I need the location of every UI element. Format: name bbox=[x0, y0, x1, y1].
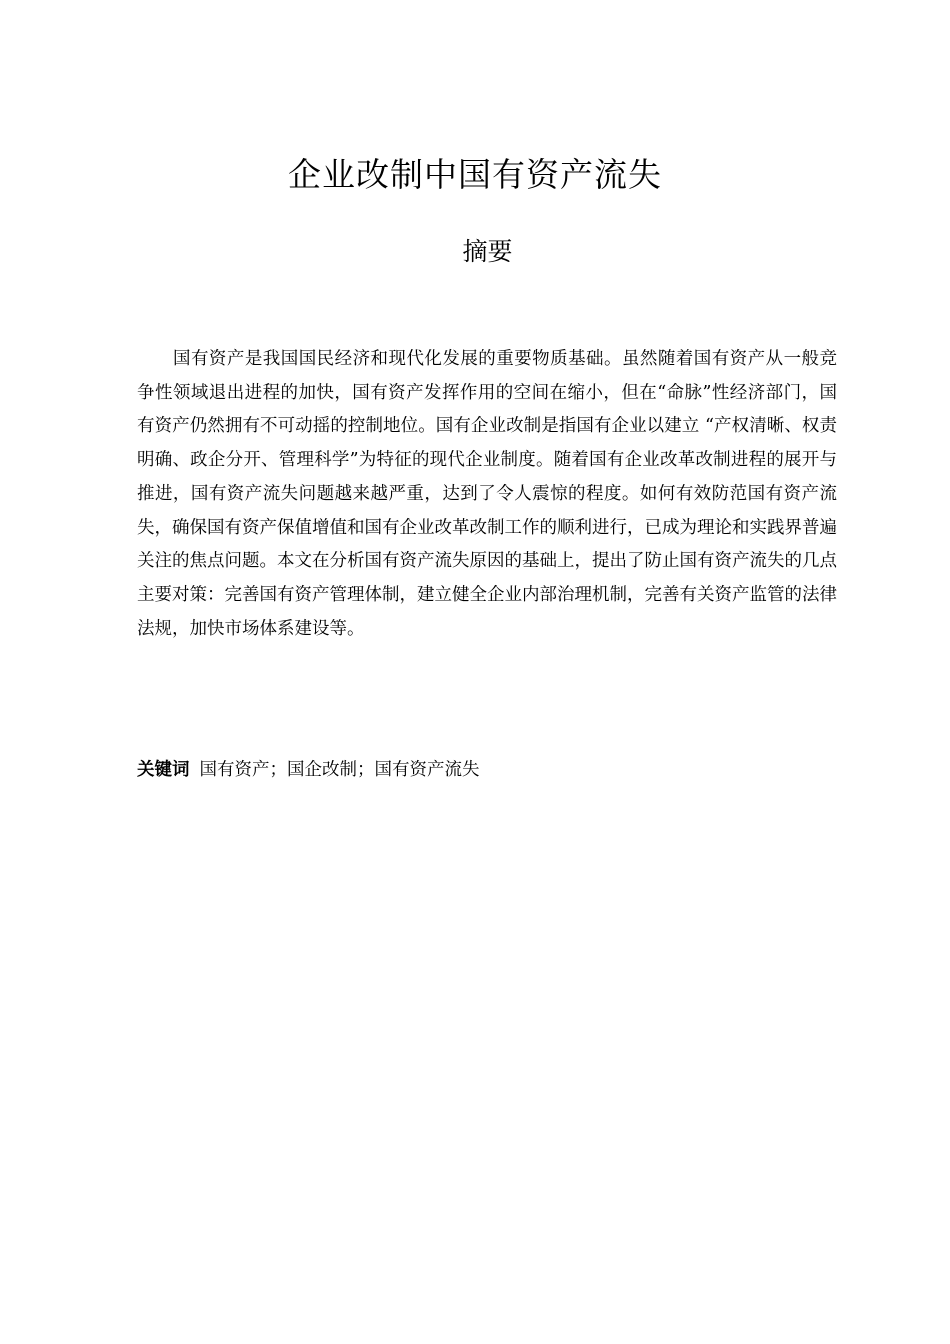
abstract-heading: 摘要 bbox=[462, 237, 513, 266]
keywords-label: 关键词 bbox=[137, 760, 190, 780]
document-title: 企业改制中国有资产流失 bbox=[288, 155, 662, 194]
keywords-text: 国有资产；国企改制；国有资产流失 bbox=[199, 760, 480, 780]
abstract-paragraph: 国有资产是我国国民经济和现代化发展的重要物质基础。虽然随着国有资产从一般竞争性领域退出进程的加快，国有资产发挥作用的空间在缩小，但在“命脉”性经济部门，国有资产仍然拥有不可动摇的控制地位。国有企业改制是指国有企业以建立 “产权清晰、权责明确、政企分开、管理科学”为特征的现代企业制度。随着国有企业改革改制进程的展开与推进，国有资产流失问题越来越严重，达到了令人震惊的程度。如何有效防范国有资产流失，确保国有资产保值增值和国有企业改革改制工作的顺利进行，已成为理论和实践界普遍关注的焦点问题。本文在分析国有资产流失原因的基础上，提出了防止国有资产流失的几点主要对策：完善国有资产管理体制，建立健全企业内部治理机制，完善有关资产监管的法律法规，加快市场体系建设等。 bbox=[137, 349, 837, 639]
keywords-line bbox=[137, 754, 837, 786]
